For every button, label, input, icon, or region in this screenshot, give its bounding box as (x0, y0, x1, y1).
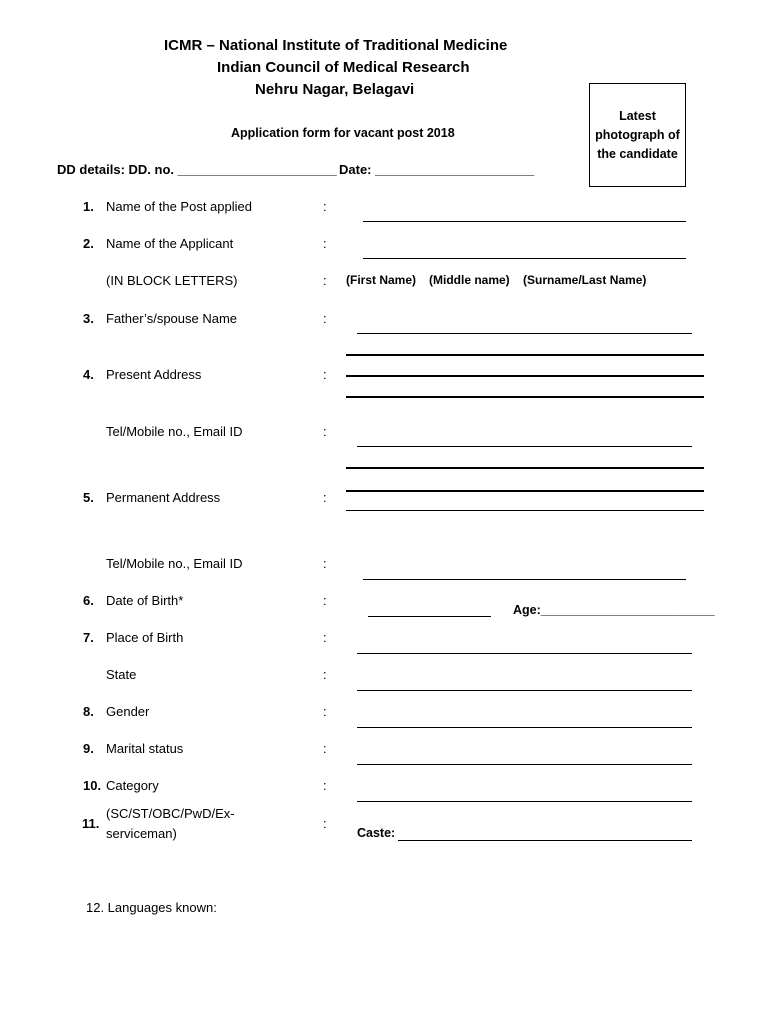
place-of-birth-label: Place of Birth (106, 630, 184, 645)
field-number: 1. (83, 199, 94, 214)
father-spouse-line[interactable] (357, 333, 692, 334)
colon: : (323, 556, 327, 571)
permanent-contact-line[interactable] (363, 579, 686, 580)
category-options-label-1: (SC/ST/OBC/PwD/Ex- (106, 806, 235, 821)
colon: : (323, 236, 327, 251)
photo-box-text: Latest photograph of the candidate (595, 108, 680, 161)
dd-date-label: Date: ______________________ (339, 162, 535, 177)
field-number: 9. (83, 741, 94, 756)
colon: : (323, 199, 327, 214)
field-number: 4. (83, 367, 94, 382)
category-line[interactable] (357, 801, 692, 802)
present-contact-label: Tel/Mobile no., Email ID (106, 424, 243, 439)
permanent-address-line-1[interactable] (346, 467, 704, 469)
field-number: 3. (83, 311, 94, 326)
applicant-name-line[interactable] (363, 258, 686, 259)
colon: : (323, 630, 327, 645)
dd-number-label: DD details: DD. no. ______________________ (57, 162, 337, 177)
colon: : (323, 273, 327, 288)
field-number: 7. (83, 630, 94, 645)
caste-line[interactable] (398, 840, 692, 841)
colon: : (323, 424, 327, 439)
state-line[interactable] (357, 690, 692, 691)
middle-name-hint: (Middle name) (429, 273, 510, 287)
colon: : (323, 667, 327, 682)
photo-box (589, 83, 686, 187)
colon: : (323, 490, 327, 505)
father-spouse-label: Father’s/spouse Name (106, 311, 238, 326)
applicant-name-label: Name of the Applicant (106, 236, 234, 251)
colon: : (323, 816, 327, 831)
state-label: State (106, 667, 137, 682)
header-line-2: Indian Council of Medical Research (217, 59, 470, 76)
colon: : (323, 367, 327, 382)
gender-label: Gender (106, 704, 150, 719)
category-label: Category (106, 778, 159, 793)
dob-label: Date of Birth* (106, 593, 184, 608)
permanent-address-line-3[interactable] (346, 510, 704, 511)
colon: : (323, 311, 327, 326)
age-label: Age:_________________________ (513, 603, 715, 617)
place-of-birth-line[interactable] (357, 653, 692, 654)
colon: : (323, 593, 327, 608)
post-applied-label: Name of the Post applied (106, 199, 252, 214)
languages-known-label: 12. Languages known: (86, 900, 217, 915)
post-applied-line[interactable] (363, 221, 686, 222)
field-number: 8. (83, 704, 94, 719)
header-line-3: Nehru Nagar, Belagavi (255, 81, 415, 98)
category-options-label-2: serviceman) (106, 826, 177, 841)
permanent-address-label: Permanent Address (106, 490, 221, 505)
present-contact-line[interactable] (357, 446, 692, 447)
present-address-line-2[interactable] (346, 375, 704, 377)
permanent-contact-label: Tel/Mobile no., Email ID (106, 556, 243, 571)
field-number: 11. (82, 816, 100, 831)
present-address-label: Present Address (106, 367, 202, 382)
field-number: 10. (83, 778, 102, 793)
gender-line[interactable] (357, 727, 692, 728)
marital-status-line[interactable] (357, 764, 692, 765)
field-number: 5. (83, 490, 94, 505)
first-name-hint: (First Name) (346, 273, 417, 287)
dob-line[interactable] (368, 616, 491, 617)
permanent-address-line-2[interactable] (346, 490, 704, 492)
present-address-line-3[interactable] (346, 396, 704, 398)
header-line-1: ICMR – National Institute of Traditional Medicine (164, 37, 508, 54)
caste-label: Caste: (357, 826, 396, 840)
colon: : (323, 778, 327, 793)
block-letters-label: (IN BLOCK LETTERS) (106, 273, 238, 288)
colon: : (323, 704, 327, 719)
form-subtitle: Application form for vacant post 2018 (231, 126, 455, 140)
field-number: 6. (83, 593, 94, 608)
present-address-line-1[interactable] (346, 354, 704, 356)
surname-hint: (Surname/Last Name) (523, 273, 647, 287)
marital-status-label: Marital status (106, 741, 184, 756)
colon: : (323, 741, 327, 756)
field-number: 2. (83, 236, 94, 251)
